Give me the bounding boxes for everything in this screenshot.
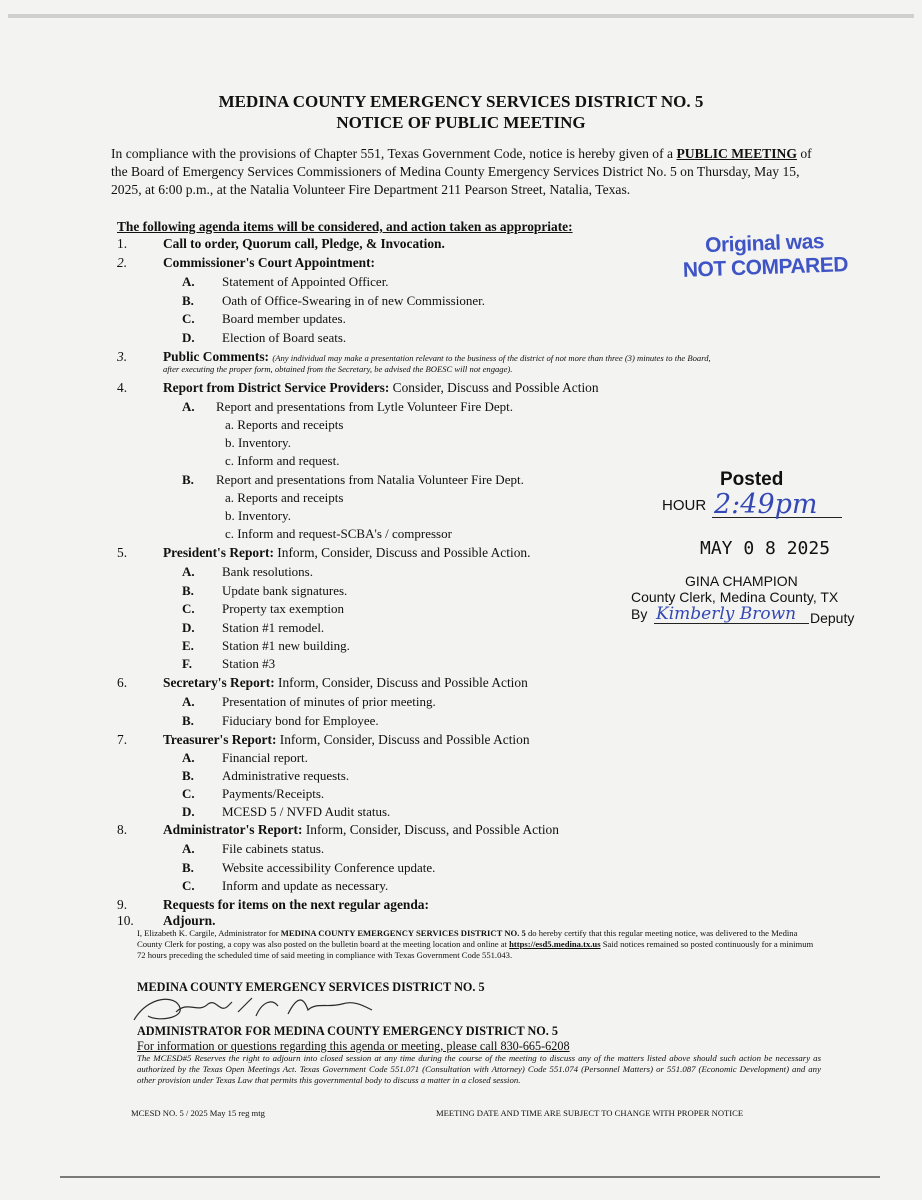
sub-letter: B. — [182, 472, 194, 487]
sub-letter: C. — [182, 878, 195, 893]
handwritten-signature — [128, 992, 378, 1028]
footer-notice: MEETING DATE AND TIME ARE SUBJECT TO CHANGE WITH PROPER NOTICE — [436, 1108, 744, 1118]
clerk-title: County Clerk, Medina County, TX — [631, 589, 839, 605]
sub-item: Report and presentations from Lytle Volunteer Fire Dept. — [216, 399, 514, 414]
item-number: 9. — [117, 897, 128, 912]
footer-doc-id: MCESD NO. 5 / 2025 May 15 reg mtg — [131, 1108, 265, 1118]
document-subtitle: NOTICE OF PUBLIC MEETING — [336, 113, 586, 132]
sub-sub-item: b. Inventory. — [225, 508, 291, 523]
by-label: By — [631, 606, 648, 622]
sub-letter: B. — [182, 860, 194, 875]
sub-item: Election of Board seats. — [222, 330, 347, 345]
sub-letter: B. — [182, 583, 194, 598]
sub-letter: A. — [182, 694, 195, 709]
agenda-item-2: Commissioner's Court Appointment: — [163, 255, 376, 270]
sub-letter: A. — [182, 274, 195, 289]
sub-item: Administrative requests. — [222, 768, 350, 783]
sub-letter: A. — [182, 841, 195, 856]
agenda-item-9: Requests for items on the next regular agenda: — [163, 897, 429, 912]
sub-sub-item: a. Reports and receipts — [225, 490, 344, 505]
sub-item: Statement of Appointed Officer. — [222, 274, 389, 289]
sub-letter: D. — [182, 620, 195, 635]
sub-letter: C. — [182, 601, 195, 616]
contact-line: For information or questions regarding this agenda or meeting, please call 830-665-6208 — [137, 1039, 570, 1053]
sub-item: File cabinets status. — [222, 841, 325, 856]
item-number: 10. — [117, 913, 134, 928]
sub-sub-item: c. Inform and request-SCBA's / compressor — [225, 526, 452, 541]
item-number: 6. — [117, 675, 128, 690]
intro-paragraph: In compliance with the provisions of Chapter 551, Texas Government Code, notice is hereby given of a PUBLIC MEETING of the Board of Emergency Services Commissioners of Medina County Emergency Services District No. 5 on Thursday, May 15, 2025, at 6:00 p.m., at the Natalia Volunteer Fire Department 211 Pearson Street, Natalia, Texas. — [111, 146, 812, 197]
sub-letter: A. — [182, 399, 195, 414]
sub-item: Oath of Office-Swearing in of new Commissioner. — [222, 293, 485, 308]
certification-paragraph: I, Elizabeth K. Cargile, Administrator for MEDINA COUNTY EMERGENCY SERVICES DISTRICT NO. 5 do hereby certify that this regular meeting notice, was delivered to the Medina County Clerk for posting, a copy was also posted on the bulletin board at the meeting location and online at https://esd5.medina.tx.us Said notices remained so posted continuously for a minimum 72 hours preceding the scheduled time of said meeting in compliance with Texas Government Code 551.043. — [137, 928, 814, 960]
agenda-item-5: President's Report: Inform, Consider, Discuss and Possible Action. — [163, 545, 531, 560]
signature-title: ADMINISTRATOR FOR MEDINA COUNTY EMERGENCY DISTRICT NO. 5 — [137, 1024, 558, 1038]
sub-item: Presentation of minutes of prior meeting. — [222, 694, 436, 709]
agenda-item-4: Report from District Service Providers: Consider, Discuss and Possible Action — [163, 380, 599, 395]
sub-item: Financial report. — [222, 750, 308, 765]
scan-top-edge — [8, 14, 914, 18]
agenda-item-7: Treasurer's Report: Inform, Consider, Discuss and Possible Action — [163, 732, 530, 747]
item-number: 8. — [117, 822, 128, 837]
sub-sub-item: a. Reports and receipts — [225, 417, 344, 432]
sub-letter: C. — [182, 786, 195, 801]
sub-letter: D. — [182, 330, 195, 345]
sub-letter: A. — [182, 564, 195, 579]
closed-session-disclaimer: The MCESD#5 Reserves the right to adjourn into closed session at any time during the course of the meeting to discuss any of the matters listed above should such action be necessary as authorized by the Texas Open Meetings Act. Texas Government Code 551.071 (Consultation with Attorney) Code 551.074 (Personnel Matters) or 551.087 (Economic Development) and any other provision under Texas Law that permits this governmental body to discuss a matter in a closed session. — [137, 1053, 821, 1086]
sub-letter: B. — [182, 768, 194, 783]
agenda-item-1: Call to order, Quorum call, Pledge, & Invocation. — [163, 236, 445, 251]
public-comments-note: after executing the proper form, obtained from the Secretary, be advised the BOESC will not engage). — [163, 364, 513, 374]
item-number: 4. — [117, 380, 128, 395]
sub-item: Report and presentations from Natalia Volunteer Fire Dept. — [216, 472, 524, 487]
deputy-signature: Kimberly Brown — [656, 604, 797, 624]
item-number: 7. — [117, 732, 128, 747]
sub-item: MCESD 5 / NVFD Audit status. — [222, 804, 391, 819]
sub-item: Update bank signatures. — [222, 583, 348, 598]
sub-item: Property tax exemption — [222, 601, 345, 616]
agenda-heading: The following agenda items will be considered, and action taken as appropriate: — [117, 219, 573, 234]
posted-stamp-title: Posted — [720, 469, 784, 490]
agenda-item-3: Public Comments: (Any individual may make a presentation relevant to the business of the district of not more than three (3) minutes to the Board, — [163, 349, 711, 364]
sub-letter: F. — [182, 656, 192, 671]
sub-item: Payments/Receipts. — [222, 786, 325, 801]
sub-sub-item: b. Inventory. — [225, 435, 291, 450]
website-link: https://esd5.medina.tx.us — [509, 939, 601, 949]
deputy-label: Deputy — [810, 610, 855, 626]
sub-letter: B. — [182, 293, 194, 308]
not-compared-stamp: Original was NOT COMPARED — [682, 229, 849, 282]
sub-item: Station #1 remodel. — [222, 620, 325, 635]
sub-item: Bank resolutions. — [222, 564, 313, 579]
sub-item: Fiduciary bond for Employee. — [222, 713, 379, 728]
posted-hour-label: HOUR — [662, 497, 707, 514]
agenda-item-8: Administrator's Report: Inform, Consider, Discuss, and Possible Action — [163, 822, 559, 837]
sub-letter: E. — [182, 638, 194, 653]
item-number: 3. — [117, 349, 128, 364]
posted-date: MAY 0 8 2025 — [700, 538, 831, 559]
sub-letter: D. — [182, 804, 195, 819]
sub-letter: C. — [182, 311, 195, 326]
sub-item: Station #1 new building. — [222, 638, 350, 653]
clerk-name: GINA CHAMPION — [685, 573, 798, 589]
scan-bottom-edge — [60, 1176, 880, 1178]
agenda-item-10: Adjourn. — [163, 913, 216, 928]
sub-item: Station #3 — [222, 656, 276, 671]
sub-item: Website accessibility Conference update. — [222, 860, 436, 875]
sub-item: Inform and update as necessary. — [222, 878, 389, 893]
sub-letter: A. — [182, 750, 195, 765]
sub-sub-item: c. Inform and request. — [225, 453, 340, 468]
item-number: 2. — [117, 255, 128, 270]
document-title: MEDINA COUNTY EMERGENCY SERVICES DISTRICT NO. 5 — [218, 92, 704, 111]
sub-item: Board member updates. — [222, 311, 346, 326]
sub-letter: B. — [182, 713, 194, 728]
item-number: 1. — [117, 236, 128, 251]
public-meeting-emphasis: PUBLIC MEETING — [676, 146, 797, 161]
item-number: 5. — [117, 545, 128, 560]
agenda-item-6: Secretary's Report: Inform, Consider, Discuss and Possible Action — [163, 675, 528, 690]
posted-hour-handwritten: 2:49pm — [714, 489, 818, 520]
signature-org: MEDINA COUNTY EMERGENCY SERVICES DISTRICT NO. 5 — [137, 980, 485, 994]
